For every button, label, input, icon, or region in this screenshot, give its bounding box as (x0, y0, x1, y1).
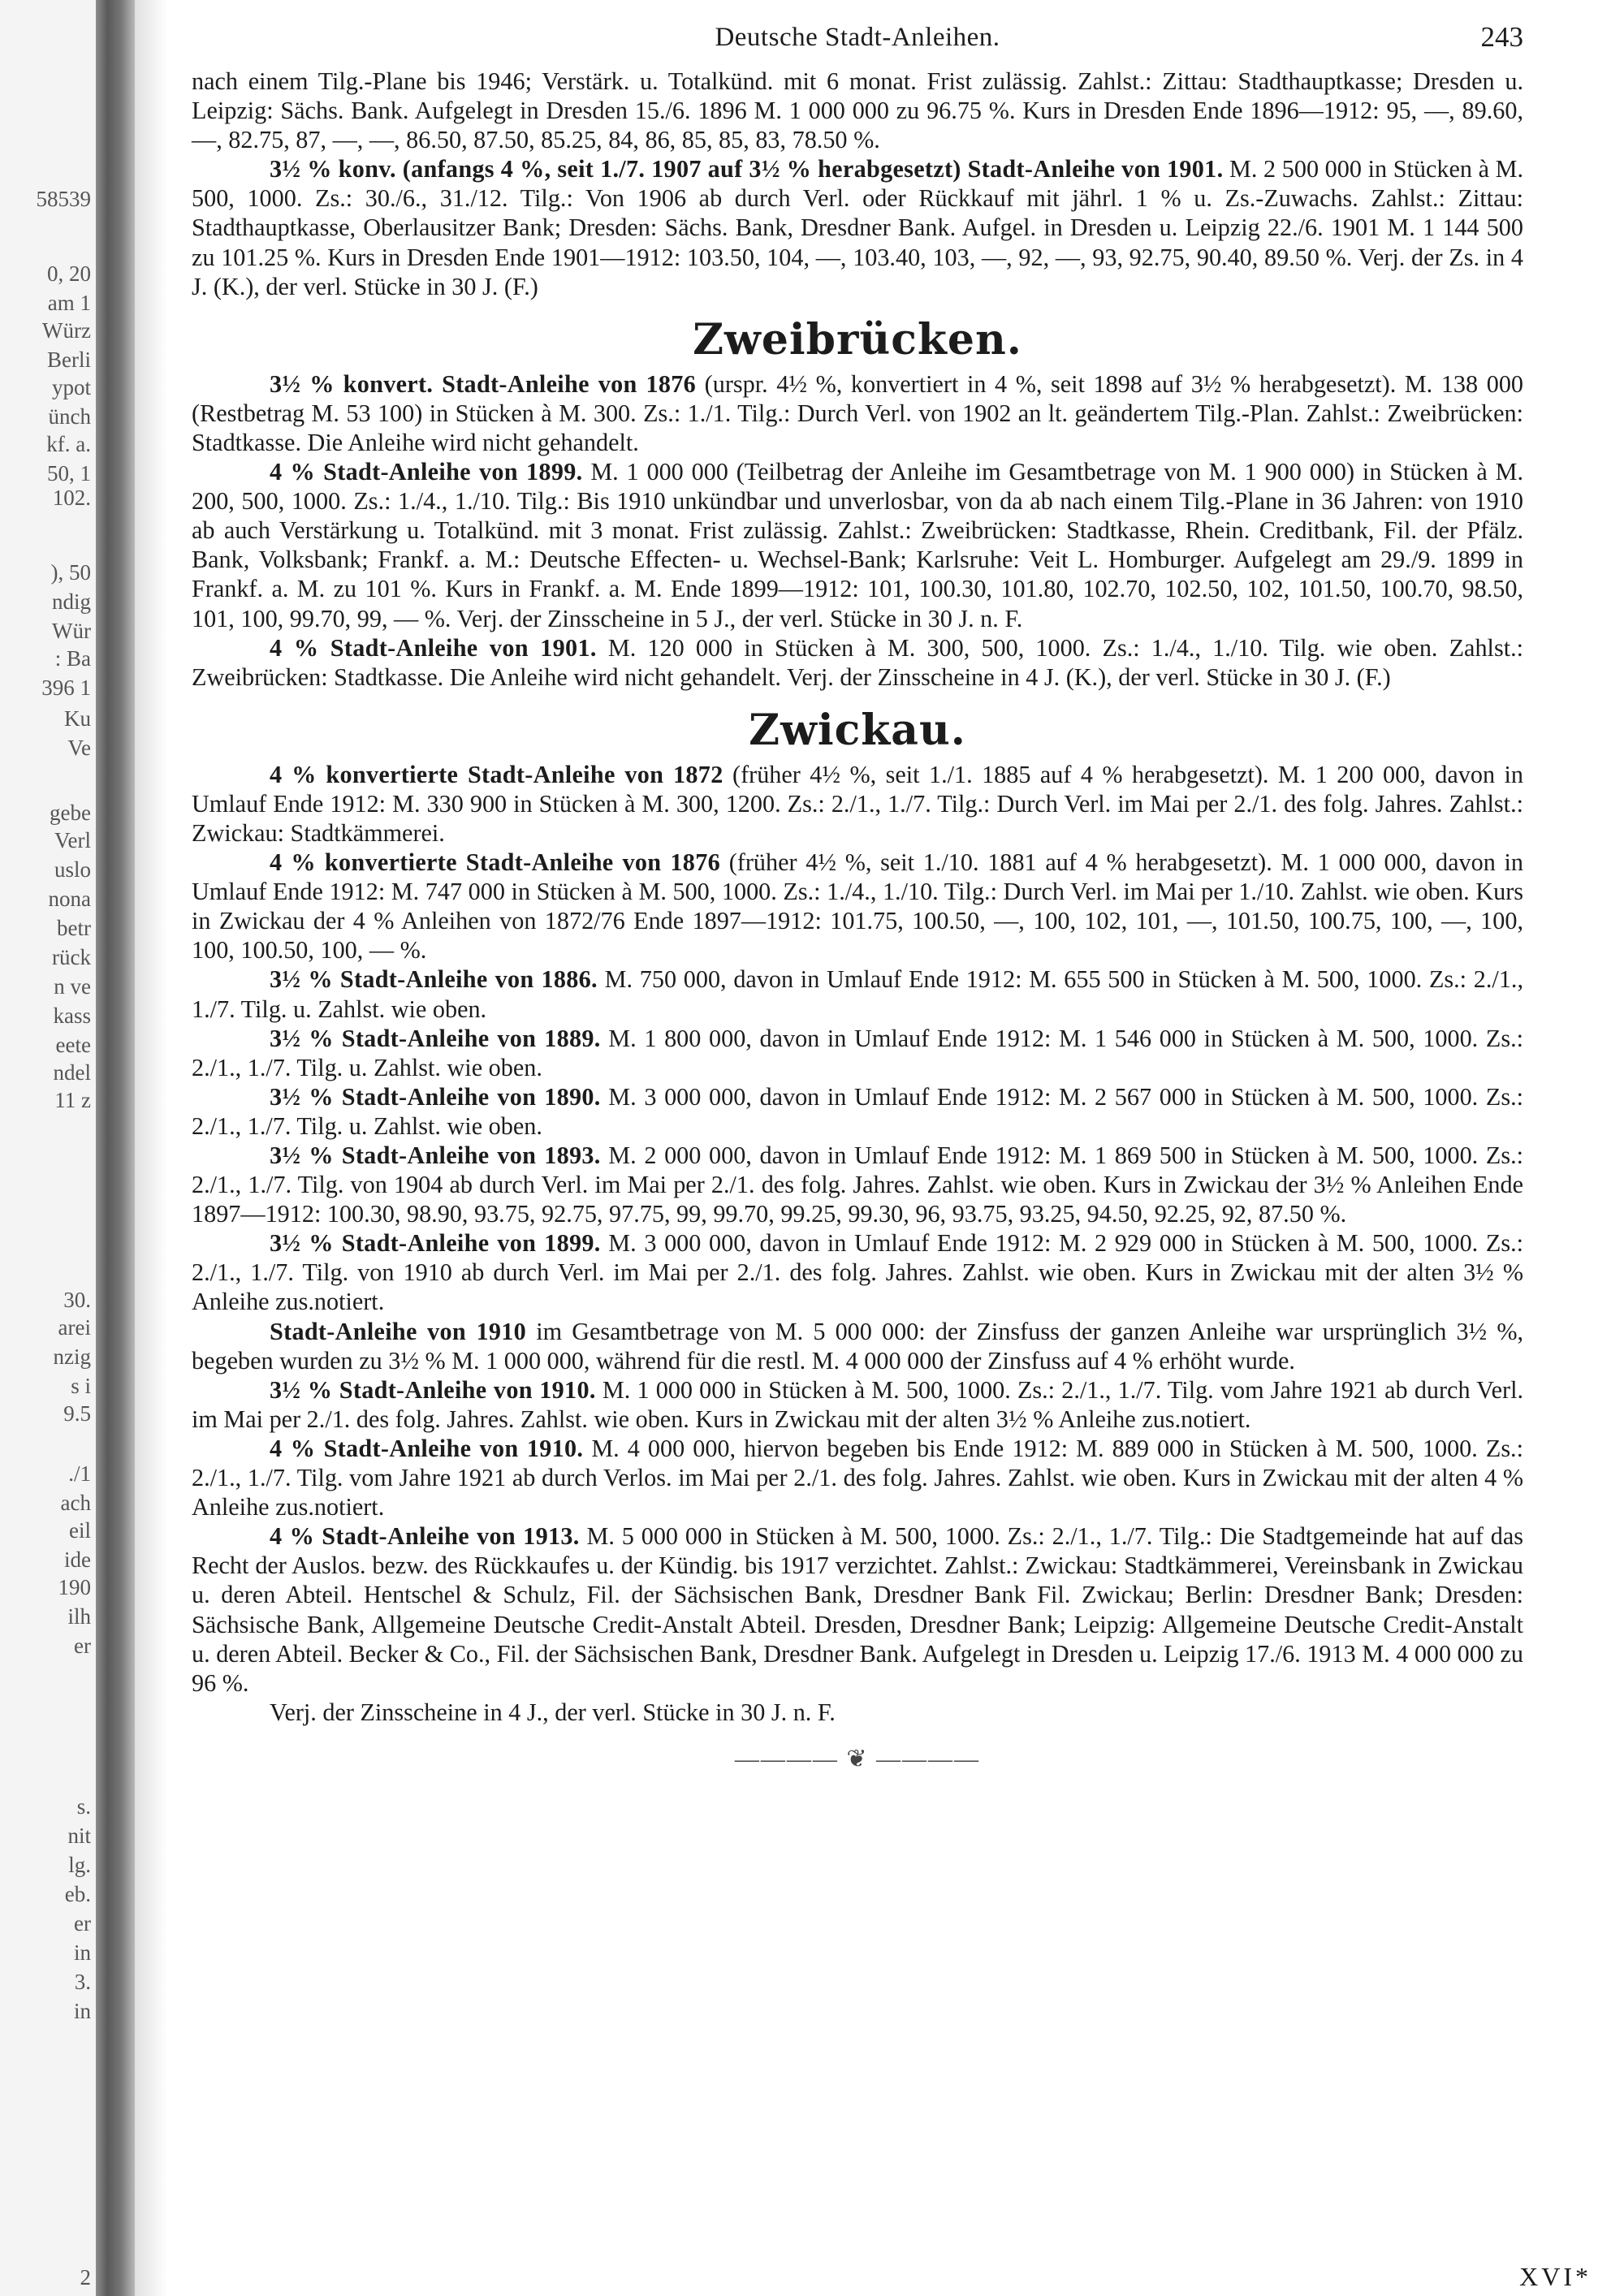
margin-fragment: ach (60, 1491, 91, 1515)
book-gutter (96, 0, 135, 2296)
margin-fragment: : Ba (54, 646, 91, 671)
entry-heading: 3½ % Stadt-Anleihe von 1899. (270, 1229, 601, 1258)
signature-mark: XVI* (1519, 2262, 1592, 2291)
margin-fragment: 58539 (36, 187, 91, 211)
margin-fragment: 102. (52, 486, 91, 510)
entry-zwickau-1893 (192, 1141, 1523, 1228)
entry-zwickau-1910-total (192, 1317, 1523, 1375)
margin-fragment: 190 (58, 1575, 91, 1599)
running-title: Deutsche Stadt-Anleihen. (715, 23, 1000, 52)
margin-fragment: 30. (63, 1288, 91, 1312)
entry-zweibruecken-1876 (192, 369, 1523, 457)
entry-text: (früher 4½ %, seit 1./10. 1881 auf 4 % herabgesetzt). M. 1 000 000, davon in Umlauf Ende 1912: M. 747 000 in Stücken à M. 500, 1000. Zs.: 1./4., 1./10. Tilg.: Durch Verl. im Mai per 1./10. Zahlst. wie oben. Kurs in Zwickau der 4 % Anleihen von 1872/76 Ende 1897—1912: 101.75, 100.50, —, 100, 102, 101, —, 101.50, 100.75, 100, —, 100, 100, 100.50, 100, — %. (192, 848, 1523, 965)
margin-fragment: 0, 20 (47, 261, 91, 286)
entry-text: M. 750 000, davon in Umlauf Ende 1912: M. 655 500 in Stücken à M. 500, 1000. Zs.: 2./1., 1./7. Tilg. u. Zahlst. wie oben. (192, 965, 1524, 1023)
margin-fragment: 9.5 (63, 1401, 91, 1426)
margin-fragment: eil (69, 1518, 91, 1543)
margin-fragment: eete (55, 1033, 91, 1057)
margin-fragment: 11 z (54, 1088, 91, 1112)
entry-text: M. 1 800 000, davon in Umlauf Ende 1912: M. 1 546 000 in Stücken à M. 500, 1000. Zs.: 2./1., 1./7. Tilg. u. Zahlst. wie oben. (192, 1024, 1523, 1081)
margin-fragment: rück (52, 945, 91, 969)
margin-fragment: ilh (67, 1604, 91, 1629)
city-heading-zwickau: Zwickau. (749, 705, 966, 755)
entry-text: M. 4 000 000, hiervon begeben bis Ende 1912: M. 889 000 in Stücken à M. 500, 1000. Zs.: 2./1., 1./7. Tilg. vom Jahre 1921 ab durch Verlos. im Mai per 2./1. des folg. Jahres. Zahlst. wie oben. Kurs in Zwickau mit der alten 4 % Anleihe zus.notiert. (192, 1434, 1523, 1521)
margin-fragment: ./1 (68, 1461, 91, 1486)
margin-fragment: am 1 (47, 291, 91, 315)
margin-fragment: ndel (53, 1060, 91, 1085)
entry-zwickau-1886 (192, 965, 1523, 1023)
margin-fragment: er (74, 1634, 91, 1658)
entry-heading: 4 % konvertierte Stadt-Anleihe von 1876 (270, 848, 720, 877)
margin-fragment: s i (71, 1374, 91, 1398)
margin-fragment: 3. (74, 1970, 91, 1994)
ornament-divider: ———— ❦ ———— (734, 1745, 981, 1772)
entry-heading: 3½ % Stadt-Anleihe von 1886. (270, 965, 598, 994)
entry-text: M. 1 000 000 (Teilbetrag der Anleihe im Gesamtbetrage von M. 1 900 000) in Stücken à M. 200, 500, 1000. Zs.: 1./4., 1./10. Tilg.: Bis 1910 unkündbar und unverlosbar, von da ab nach einem Tilg.-Plane in 36 Jahren: von 1910 ab auch Verstärkung u. Totalkünd. mit 3 monat. Frist zulässig. Zahlst.: Zweibrücken: Stadtkasse, Rhein. Creditbank, Fil. der Pfälz. Bank, Volksbank; Frankf. a. M.: Deutsche Effecten- u. Wechsel-Bank; Karlsruhe: Veit L. Homburger. Aufgelegt am 29./9. 1899 in Frankf. a. M. zu 101 %. Kurs in Frankf. a. M. Ende 1899—1912: 101, 100.30, 101.80, 102.70, 102.50, 102, 101.50, 100.70, 98.50, 101, 100, 99.70, 99, — %. Verj. der Zinsscheine in 5 J., der verl. Stücke in 30 J. n. F. (192, 458, 1523, 632)
entry-zittau-1901 (192, 154, 1523, 300)
margin-fragment: ide (64, 1547, 91, 1572)
margin-fragment: kf. a. (46, 432, 91, 456)
margin-fragment: Wür (52, 619, 91, 643)
entry-heading: 4 % Stadt-Anleihe von 1901. (270, 633, 597, 662)
entry-text: (früher 4½ %, seit 1./1. 1885 auf 4 % herabgesetzt). M. 1 200 000, davon in Umlauf Ende 1912: M. 330 900 in Stücken à M. 300, 1200. Zs.: 2./1., 1./7. Tilg.: Durch Verl. im Mai per 2./1. des folg. Jahres. Zahlst.: Zwickau: Stadtkämmerei. (192, 760, 1523, 847)
margin-fragment: ), 50 (50, 560, 91, 585)
entry-heading: 4 % Stadt-Anleihe von 1913. (270, 1522, 580, 1551)
entry-zwickau-1890 (192, 1082, 1523, 1141)
entry-heading: 3½ % Stadt-Anleihe von 1889. (270, 1024, 601, 1052)
entry-zweibruecken-1899 (192, 457, 1523, 633)
margin-fragment: Würz (42, 318, 91, 343)
margin-fragment: Berli (47, 347, 91, 372)
entry-zwickau-1913-verjaehrung (192, 1698, 1523, 1727)
margin-fragment: eb. (64, 1882, 91, 1906)
entry-text: M. 120 000 in Stücken à M. 300, 500, 1000. Zs.: 1./4., 1./10. Tilg. wie oben. Zahlst.: Zweibrücken: Stadtkasse. Die Anleihe wird nicht gehandelt. Verj. der Zinsscheine in 4 J. (K.), der verl. Stücke in 30 J. (F.) (192, 633, 1524, 691)
margin-fragment: ypot (51, 375, 91, 399)
entry-text: M. 1 000 000 in Stücken à M. 500, 1000. Zs.: 2./1., 1./7. Tilg. vom Jahre 1921 ab durch Verl. im Mai per 2./1. des folg. Jahres. Zahlst. wie oben. Kurs in Zwickau mit der alten 3½ % Anleihe zus.notiert. (192, 1375, 1524, 1433)
entry-zwickau-1872 (192, 760, 1523, 848)
margin-fragment: uslo (54, 857, 91, 882)
margin-fragment: lg. (68, 1853, 91, 1877)
entry-text: M. 3 000 000, davon in Umlauf Ende 1912: M. 2 567 000 in Stücken à M. 500, 1000. Zs.: 2./1., 1./7. Tilg. u. Zahlst. wie oben. (192, 1082, 1523, 1140)
page-number: 243 (1480, 21, 1523, 53)
margin-fragment: nit (67, 1823, 91, 1848)
entry-zwickau-1889 (192, 1024, 1523, 1082)
entry-heading: 3½ % Stadt-Anleihe von 1893. (270, 1142, 601, 1169)
adjacent-page-margin (0, 0, 97, 2296)
entry-zwickau-1910-4 (192, 1434, 1523, 1521)
entry-text: (urspr. 4½ %, konvertiert in 4 %, seit 1898 auf 3½ % herabgesetzt). M. 138 000 (Restbetrag M. 53 100) in Stücken à M. 300. Zs.: 1./1. Tilg.: Durch Verl. von 1902 an lt. geändertem Tilg.-Plan. Zahlst.: Zweibrücken: Stadtkasse. Die Anleihe wird nicht gehandelt. (192, 369, 1524, 456)
margin-fragment: 50, 1 (47, 461, 91, 486)
margin-fragment: betr (57, 916, 91, 940)
margin-fragment: ndig (51, 589, 91, 614)
entry-text: Verj. der Zinsscheine in 4 J., der verl. Stücke in 30 J. n. F. (270, 1698, 836, 1726)
entry-zittau-continued (192, 67, 1523, 154)
entry-text: im Gesamtbetrage von M. 5 000 000: der Zinsfuss der ganzen Anleihe war ursprünglich 3½ %, begeben wurden zu 3½ % M. 1 000 000, während für die restl. M. 4 000 000 der Zinsfuss auf 4 % erhöht wurde. (192, 1317, 1524, 1375)
entry-heading: 3½ % Stadt-Anleihe von 1890. (270, 1082, 601, 1111)
gutter-shadow (135, 0, 167, 2296)
margin-fragment: er (74, 1911, 91, 1936)
entry-text: M. 3 000 000, davon in Umlauf Ende 1912: M. 2 929 000 in Stücken à M. 500, 1000. Zs.: 2./1., 1./7. Tilg. von 1910 ab durch Verl. im Mai per 2./1. des folg. Jahres. Zahlst. wie oben. Kurs in Zwickau mit der alten 3½ % Anleihe zus.notiert. (192, 1229, 1523, 1316)
entry-heading: 4 % Stadt-Anleihe von 1899. (270, 458, 583, 486)
margin-fragment: in (73, 1940, 91, 1965)
entry-zwickau-1913 (192, 1521, 1523, 1698)
entry-heading: 3½ % konv. (anfangs 4 %, seit 1./7. 1907 auf 3½ % herabgesetzt) Stadt-Anleihe von 1901. (270, 155, 1224, 183)
entry-text: M. 2 500 000 in Stücken à M. 500, 1000. Zs.: 30./6., 31./12. Tilg.: Von 1906 ab durch Verl. oder Rückkauf mit jährl. 1 % u. Zs.-Zuwachs. Zahlst.: Zittau: Stadthauptkasse, Oberlausitzer Bank; Dresden: Sächs. Bank, Dresdner Bank. Aufgel. in Dresden u. Leipzig 22./6. 1901 M. 1 144 500 zu 101.25 %. Kurs in Dresden Ende 1901—1912: 103.50, 104, —, 103.40, 103, —, 92, —, 93, 92.75, 90.40, 89.50 %. Verj. der Zs. in 4 J. (K.), der verl. Stücke in 30 J. (F.) (192, 155, 1523, 300)
city-heading-zweibruecken: Zweibrücken. (693, 314, 1022, 365)
margin-fragment: 396 1 (41, 675, 91, 700)
entry-zwickau-1899 (192, 1228, 1523, 1316)
entry-zweibruecken-1901 (192, 633, 1523, 692)
margin-fragment: s. (76, 1794, 91, 1819)
entry-heading: 3½ % Stadt-Anleihe von 1910. (270, 1375, 596, 1404)
margin-fragment: gebe (50, 801, 91, 825)
margin-fragment: Ku (64, 706, 91, 731)
margin-fragment: kass (53, 1003, 91, 1028)
entry-zwickau-1910-3-5 (192, 1375, 1523, 1434)
entry-text: M. 2 000 000, davon in Umlauf Ende 1912: M. 1 869 500 in Stücken à M. 500, 1000. Zs.: 2./1., 1./7. Tilg. von 1904 ab durch Verl. im Mai per 2./1. des folg. Jahres. Zahlst. wie oben. Kurs in Zwickau der 3½ % Anleihen Ende 1897—1912: 100.30, 98.90, 93.75, 92.75, 97.75, 99, 99.70, 99.25, 99.30, 96, 93.75, 93.25, 94.50, 92.25, 92, 87.50 %. (192, 1142, 1523, 1228)
margin-fragment: Ve (67, 736, 91, 760)
margin-fragment: 2 (80, 2265, 91, 2290)
entry-text: nach einem Tilg.-Plane bis 1946; Verstärk. u. Totalkünd. mit 6 monat. Frist zulässig. Zahlst.: Zittau: Stadthauptkasse; Dresden u. Leipzig: Sächs. Bank. Aufgelegt in Dresden 15./6. 1896 M. 1 000 000 zu 96.75 %. Kurs in Dresden Ende 1896—1912: 95, —, 89.60, —, 82.75, 87, —, —, 86.50, 87.50, 85.25, 84, 86, 85, 85, 83, 78.50 %. (192, 67, 1523, 154)
margin-fragment: Verl (54, 828, 91, 852)
margin-fragment: in (73, 1999, 91, 2023)
entry-heading: Stadt-Anleihe von 1910 (270, 1317, 527, 1345)
margin-fragment: nzig (53, 1344, 91, 1369)
page-body (192, 18, 1523, 1774)
entry-heading: 4 % konvertierte Stadt-Anleihe von 1872 (270, 760, 723, 788)
entry-heading: 3½ % konvert. Stadt-Anleihe von 1876 (270, 369, 697, 398)
running-head (192, 18, 1523, 67)
margin-fragment: arei (58, 1315, 91, 1340)
margin-fragment: n ve (54, 974, 91, 999)
entry-zwickau-1876 (192, 848, 1523, 965)
entry-text: M. 5 000 000 in Stücken à M. 500, 1000. Zs.: 2./1., 1./7. Tilg.: Die Stadtgemeinde hat auf das Recht der Auslos. bezw. des Rückkaufes u. der Kündig. bis 1917 verzichtet. Zahlst.: Zwickau: Stadtkämmerei, Vereinsbank in Zwickau u. deren Abteil. Hentschel & Schulz, Fil. der Sächsischen Bank, Dresdner Bank Fil. Zwickau; Berlin: Dresdner Bank; Dresden: Sächsische Bank, Allgemeine Deutsche Credit-Anstalt Abteil. Dresden, Dresdner Bank; Leipzig: Allgemeine Deutsche Credit-Anstalt u. deren Abteil. Becker & Co., Fil. der Sächsischen Bank, Dresdner Bank. Aufgelegt in Dresden u. Leipzig 17./6. 1913 M. 4 000 000 zu 96 %. (192, 1522, 1524, 1697)
entry-heading: 4 % Stadt-Anleihe von 1910. (270, 1434, 584, 1462)
margin-fragment: ünch (48, 404, 91, 429)
margin-fragment: nona (48, 887, 91, 911)
